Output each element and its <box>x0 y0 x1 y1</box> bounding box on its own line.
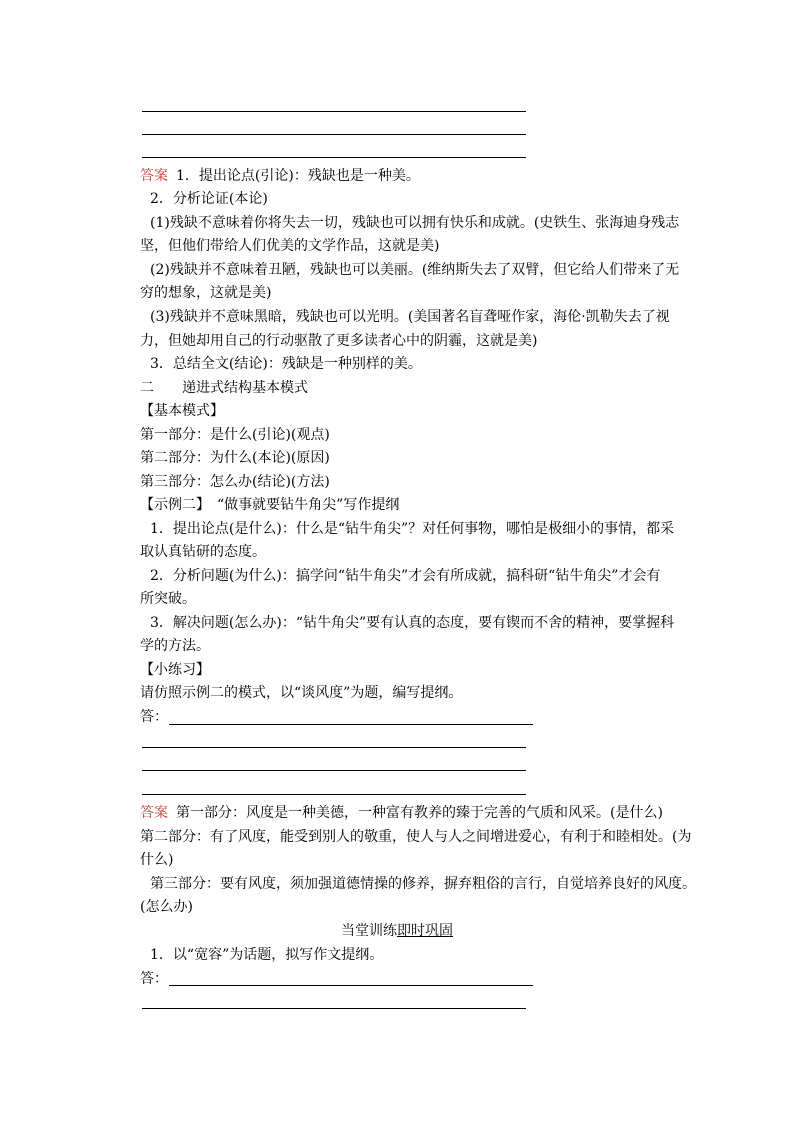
answer-label: 答案 <box>140 168 168 184</box>
text-line: 力，但她却用自己的行动驱散了更多读者心中的阴霾，这就是美) <box>140 333 538 349</box>
text-line: 学的方法。 <box>140 638 210 654</box>
answer-blank-line[interactable] <box>169 985 533 986</box>
text-line: 什么) <box>140 852 174 868</box>
answer-blank-line <box>142 134 526 135</box>
answer-blank-line[interactable] <box>169 724 533 725</box>
answer-prompt: 答： <box>140 971 168 987</box>
text-line: 2．分析问题(为什么)：搞学问“钻牛角尖”才会有所成就，搞科研“钻牛角尖”才会有 <box>150 568 661 584</box>
answer-blank-line[interactable] <box>142 794 526 795</box>
section-heading: 二 递进式结构基本模式 <box>140 380 308 396</box>
answer-line: 答案 第一部分：风度是一种美德，一种富有教养的臻于完善的气质和风采。(是什么) <box>140 805 663 821</box>
answer-blank-line <box>142 157 526 158</box>
text-line: (怎么办) <box>140 899 193 915</box>
text-line: 取认真钻研的态度。 <box>140 544 266 560</box>
answer-blank-line[interactable] <box>142 747 526 748</box>
text-line: 2．分析论证(本论) <box>150 191 268 207</box>
answer-blank-line[interactable] <box>142 1008 526 1009</box>
answer-blank-line[interactable] <box>142 770 526 771</box>
section-title: 当堂训练即时巩固 <box>341 923 453 939</box>
text-line: (1)残缺不意味着你将失去一切，残缺也可以拥有快乐和成就。(史铁生、张海迪身残志 <box>150 215 680 231</box>
text-line: 第三部分：要有风度，须加强道德情操的修养，摒弃粗俗的言行，自觉培养良好的风度。 <box>150 876 696 892</box>
text-line: 【基本模式】 <box>140 403 224 419</box>
text-line: 穷的想象，这就是美) <box>140 285 272 301</box>
text-line: 【示例二】 “做事就要钻牛角尖”写作提纲 <box>140 497 400 513</box>
text-line: 第二部分：有了风度，能受到别人的敬重，使人与人之间增进爱心，有利于和睦相处。(为 <box>140 829 692 845</box>
text-line: 请仿照示例二的模式，以“谈风度”为题，编写提纲。 <box>140 685 463 701</box>
answer-line: 答案 1．提出论点(引论)：残缺也是一种美。 <box>140 168 420 184</box>
text-line: 第二部分：为什么(本论)(原因) <box>140 450 330 466</box>
text-line: 第一部分：是什么(引论)(观点) <box>140 427 330 443</box>
answer-label: 答案 <box>140 805 168 821</box>
answer-prompt: 答： <box>140 709 168 725</box>
text-line: 所突破。 <box>140 591 196 607</box>
text-line: 3．解决问题(怎么办)：“钻牛角尖”要有认真的态度，要有锲而不舍的精神，要掌握科 <box>150 615 675 631</box>
text-line: 坚，但他们带给人们优美的文学作品，这就是美) <box>140 238 440 254</box>
text-line: (2)残缺并不意味着丑陋，残缺也可以美丽。(维纳斯失去了双臂，但它给人们带来了无 <box>150 262 680 278</box>
question-line: 1．以“宽容”为话题，拟写作文提纲。 <box>150 947 384 963</box>
text-line: 第三部分：怎么办(结论)(方法) <box>140 474 330 490</box>
text-line: (3)残缺并不意味黑暗，残缺也可以光明。(美国著名盲聋哑作家，海伦·凯勒失去了视 <box>150 309 670 325</box>
text-line: 1．提出论点(是什么)：什么是“钻牛角尖”？对任何事物，哪怕是极细小的事情，都采 <box>150 521 675 537</box>
text-line: 3．总结全文(结论)：残缺是一种别样的美。 <box>150 356 422 372</box>
text-line: 【小练习】 <box>140 662 210 678</box>
answer-blank-line <box>142 111 526 112</box>
